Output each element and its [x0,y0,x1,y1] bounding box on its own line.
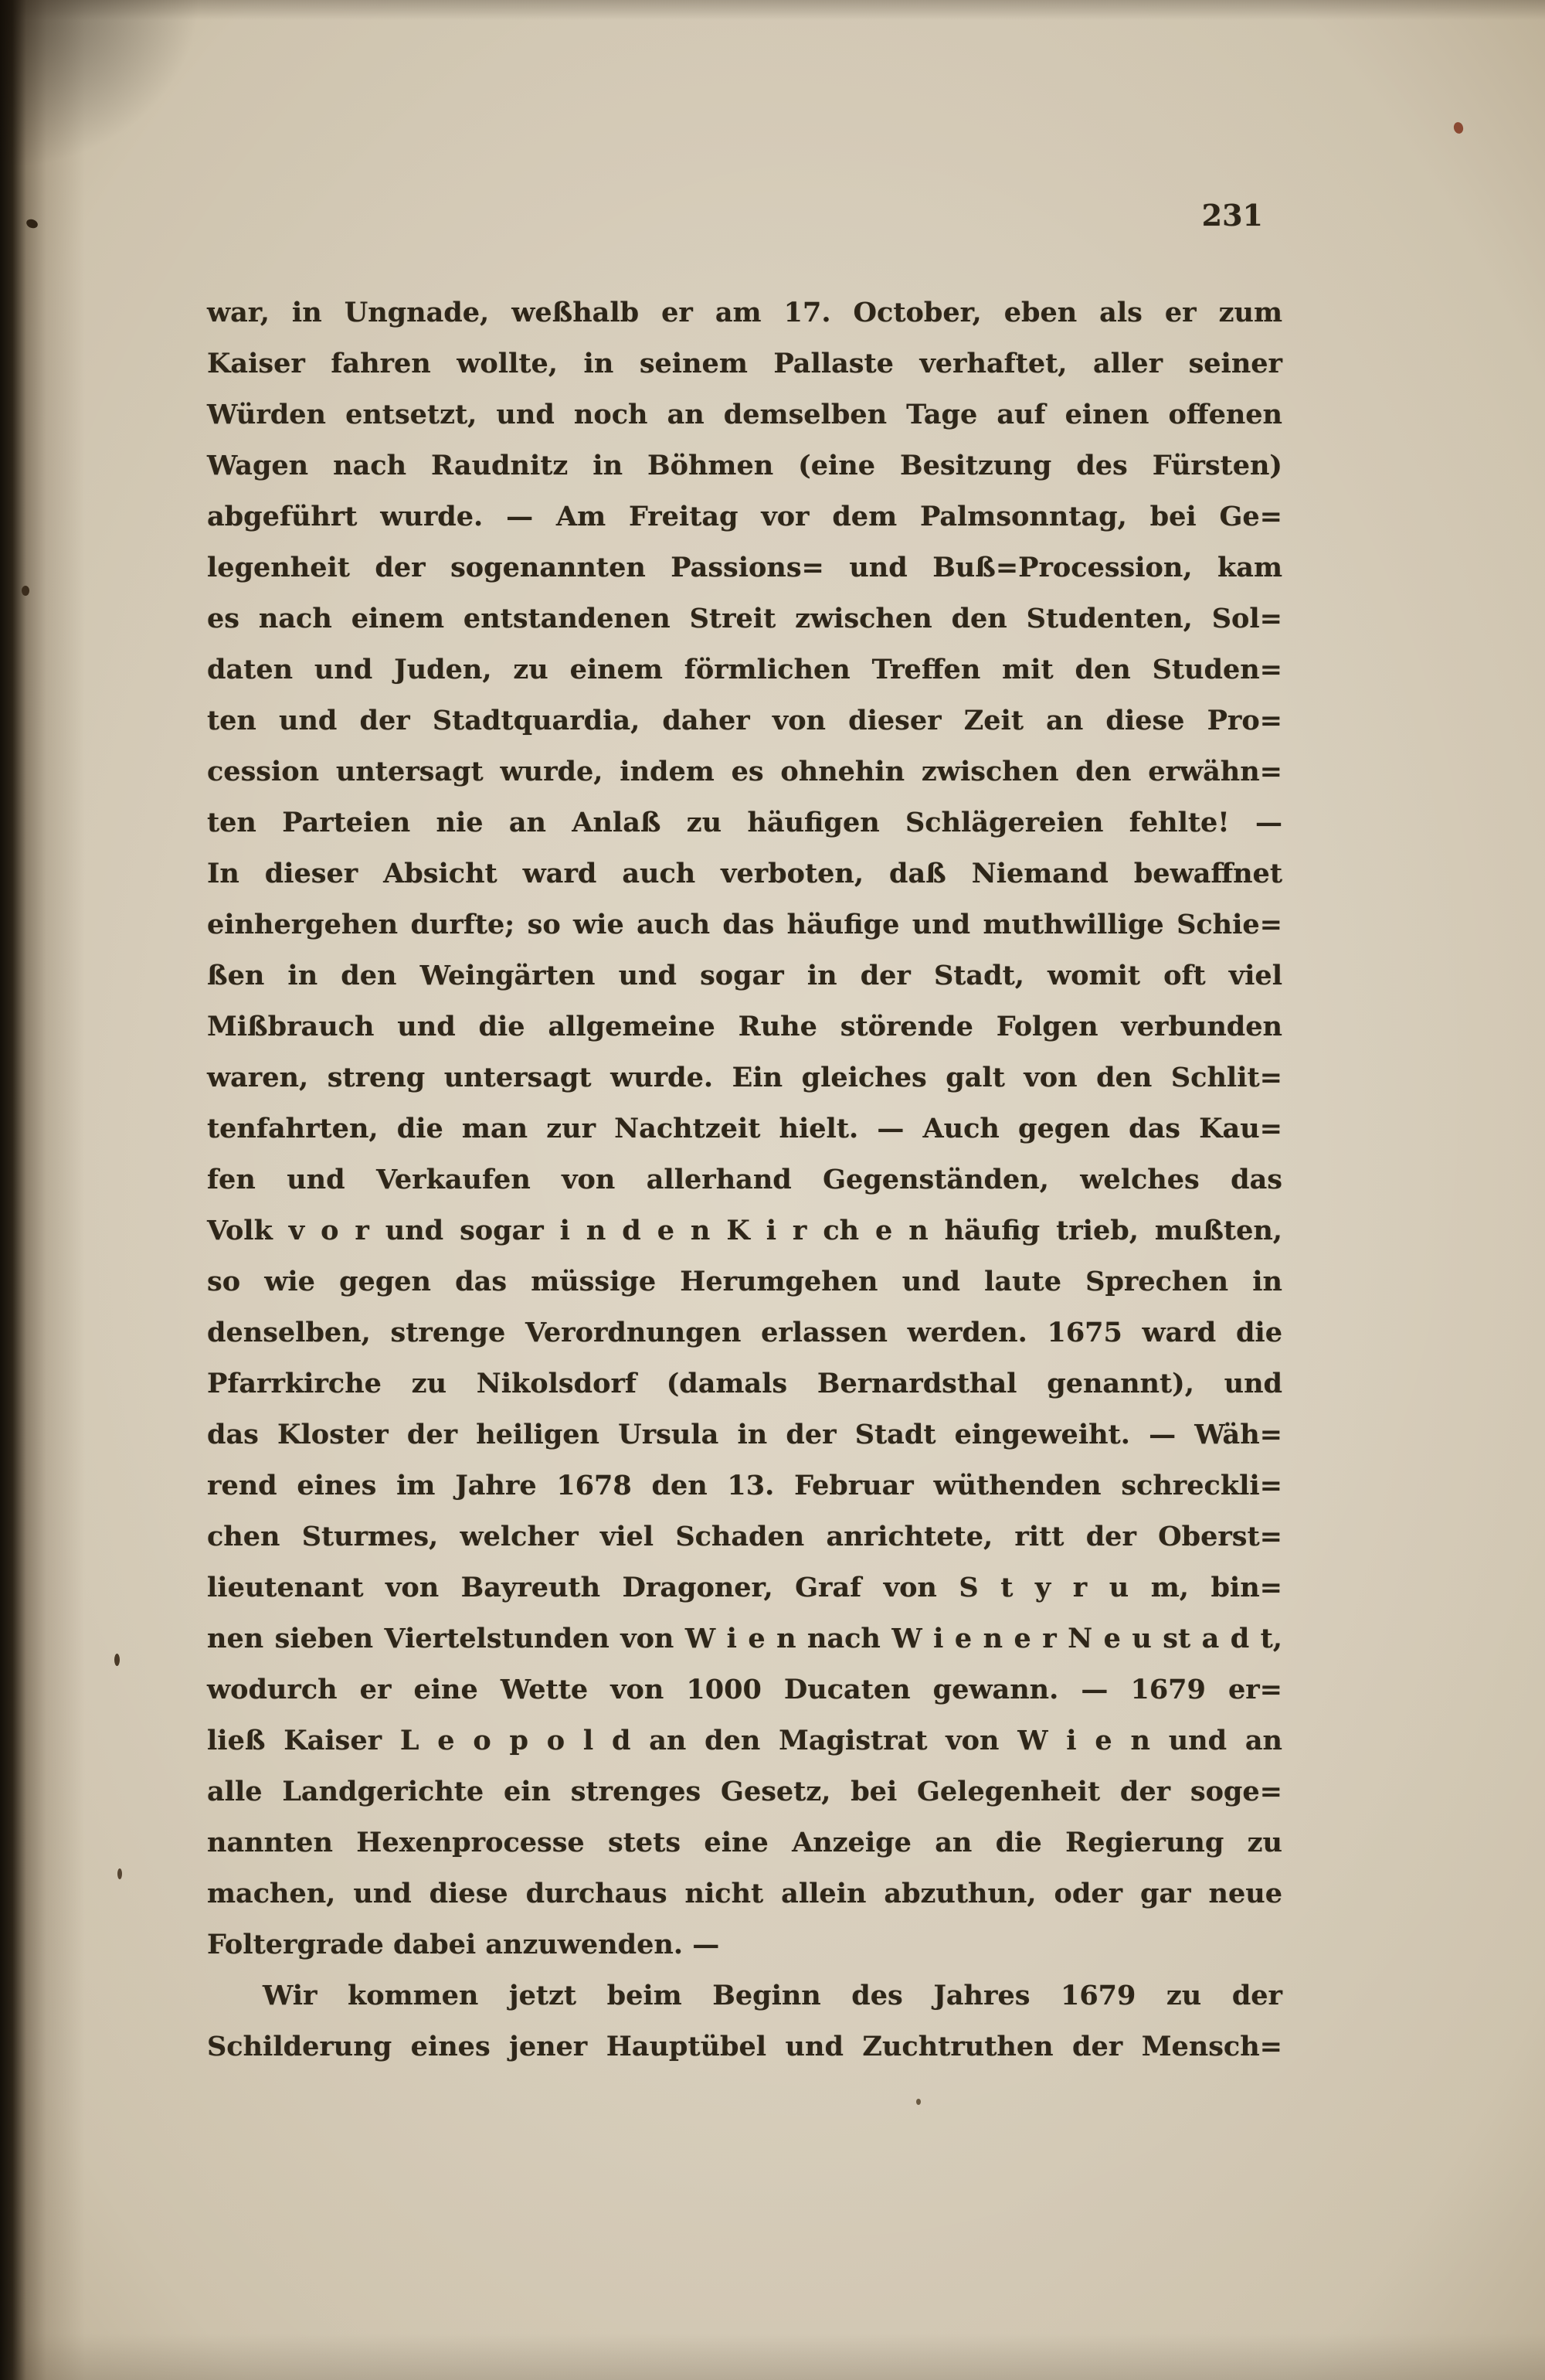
paper-speck [916,2099,921,2105]
paper-speck [114,1654,120,1666]
page-number: 231 [1201,198,1263,233]
paper-speck [22,586,29,596]
text-line: ließ Kaiser L e o p o l d an den Magistrat von W i e n und an [207,1725,1282,1756]
text-line: abgeführt wurde. — Am Freitag vor dem Palmsonntag, bei Ge= [207,501,1282,532]
text-line: daten und Juden, zu einem förmlichen Treffen mit den Studen= [207,654,1282,685]
text-line: lieutenant von Bayreuth Dragoner, Graf von S t y r u m, bin= [207,1572,1282,1603]
text-line: wodurch er eine Wette von 1000 Ducaten gewann. — 1679 er= [207,1674,1282,1705]
text-line: denselben, strenge Verordnungen erlassen werden. 1675 ward die [207,1317,1282,1348]
text-line: cession untersagt wurde, indem es ohnehin zwischen den erwähn= [207,756,1282,787]
text-line: chen Sturmes, welcher viel Schaden anrichtete, ritt der Oberst= [207,1521,1282,1552]
binding-shadow [0,0,85,2380]
text-line: einhergehen durfte; so wie auch das häufige und muthwillige Schie= [207,909,1282,940]
text-line: tenfahrten, die man zur Nachtzeit hielt. — Auch gegen das Kau= [207,1113,1282,1144]
text-line: nen sieben Viertelstunden von W i e n nach W i e n e r N e u st a d t, [207,1623,1282,1654]
text-line: ten Parteien nie an Anlaß zu häufigen Schlägereien fehlte! — [207,807,1282,838]
text-line: In dieser Absicht ward auch verboten, daß Niemand bewaffnet [207,858,1282,889]
text-line: alle Landgerichte ein strenges Gesetz, bei Gelegenheit der soge= [207,1776,1282,1807]
text-line: fen und Verkaufen von allerhand Gegenständen, welches das [207,1164,1282,1195]
text-line: es nach einem entstandenen Streit zwischen den Studenten, Sol= [207,603,1282,634]
paper-speck [1452,121,1464,135]
text-line: Kaiser fahren wollte, in seinem Pallaste verhaftet, aller seiner [207,348,1282,379]
text-line: war, in Ungnade, weßhalb er am 17. October, eben als er zum [207,297,1282,328]
text-line: rend eines im Jahre 1678 den 13. Februar wüthenden schreckli= [207,1470,1282,1501]
text-line: waren, streng untersagt wurde. Ein gleiches galt von den Schlit= [207,1062,1282,1093]
text-line: legenheit der sogenannten Passions= und Buß=Procession, kam [207,552,1282,583]
page-text [207,287,1282,2072]
corner-shadow [0,0,201,170]
text-line: ßen in den Weingärten und sogar in der Stadt, womit oft viel [207,960,1282,991]
text-line: machen, und diese durchaus nicht allein abzuthun, oder gar neue [207,1878,1282,1909]
text-line: Foltergrade dabei anzuwenden. — [207,1929,720,1960]
text-line: ten und der Stadtquardia, daher von dieser Zeit an diese Pro= [207,705,1282,736]
text-line: Schilderung eines jener Hauptübel und Zuchtruthen der Mensch= [207,2031,1282,2062]
paragraph [207,287,1282,1970]
paragraph [207,1970,1282,2072]
text-line: Mißbrauch und die allgemeine Ruhe störende Folgen verbunden [207,1011,1282,1042]
paper-speck [117,1868,122,1879]
text-line: so wie gegen das müssige Herumgehen und laute Sprechen in [207,1266,1282,1297]
text-line: Wagen nach Raudnitz in Böhmen (eine Besitzung des Fürsten) [207,450,1282,481]
text-line: Volk v o r und sogar i n d e n K i r ch e n häufig trieb, mußten, [207,1215,1282,1246]
text-line: das Kloster der heiligen Ursula in der Stadt eingeweiht. — Wäh= [207,1419,1282,1450]
text-line: nannten Hexenprocesse stets eine Anzeige an die Regierung zu [207,1827,1282,1858]
text-line: Pfarrkirche zu Nikolsdorf (damals Bernardsthal genannt), und [207,1368,1282,1399]
text-line: Würden entsetzt, und noch an demselben Tage auf einen offenen [207,399,1282,430]
text-line: Wir kommen jetzt beim Beginn des Jahres 1679 zu der [263,1980,1282,2011]
